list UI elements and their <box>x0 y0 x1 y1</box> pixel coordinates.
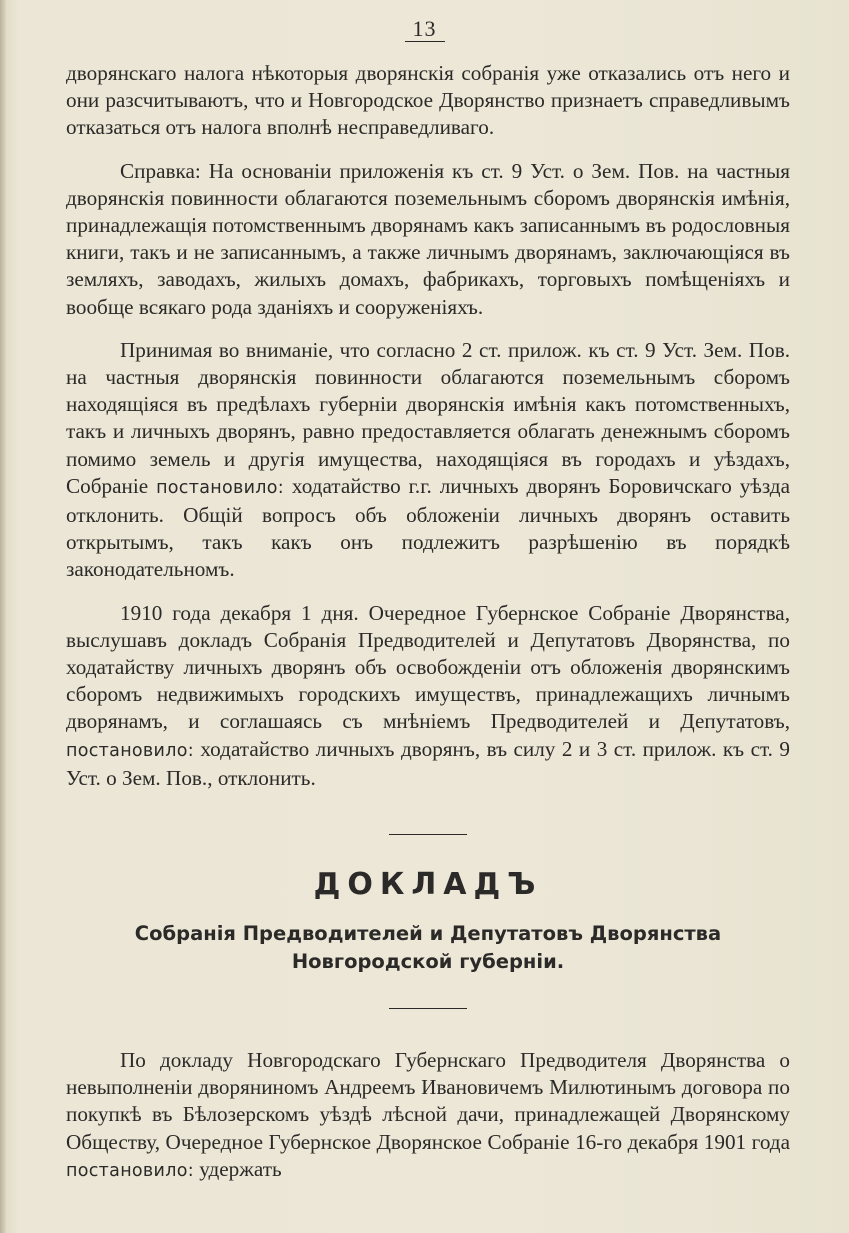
report-keyword: постановило: <box>66 1160 194 1181</box>
resolution-1910-text-before: 1910 года декабря 1 дня. Очередное Губернское Собраніе Дворянства, выслушавъ докладъ Собранія Предводителей и Депутатовъ Дворянства, по ходатайству личныхъ дворянъ объ освобожденіи отъ обложенія дворянскимъ сборомъ недвижимыхъ городскихъ имуществъ, принадлежащихъ личнымъ дворянамъ, и соглашаясь съ мнѣніемъ Предводителей и Депутатовъ, <box>66 600 790 734</box>
paragraph-resolution-1910 <box>66 600 790 792</box>
page-number-block <box>0 16 849 42</box>
page-number: 13 <box>405 17 445 42</box>
paragraph-reference-note: Справка: На основаніи приложенія къ ст. 9 Уст. о Зем. Пов. на частныя дворянскія повинности облагаются поземельнымъ сборомъ дворянскія имѣнія, принадлежащія потомственнымъ дворянамъ какъ записаннымъ въ родословныя книги, такъ и не записаннымъ, а также личнымъ дворянамъ, заключающіяся въ земляхъ, заводахъ, жилыхъ домахъ, фабрикахъ, торговыхъ помѣщеніяхъ и вообще всякаго рода зданіяхъ и сооруженіяхъ. <box>66 158 790 319</box>
resolution-1-keyword: постановило: <box>156 477 284 498</box>
section-title: ДОКЛАДЪ <box>313 867 543 903</box>
report-text-before: По докладу Новгородскаго Губернскаго Предводителя Дворянства о невыполненіи дворяниномъ Андреемъ Ивановичемъ Милютинымъ договора по покупкѣ въ Бѣлозерскомъ уѣздѣ лѣсной дачи, принадлежащей Дворянскому Обществу, Очередное Губернское Дворянское Собраніе 16-го декабря 1901 года <box>66 1048 790 1154</box>
report-text-after: удержать <box>199 1156 282 1181</box>
section-subtitle: Собранія Предводителей и Депутатовъ Дворянства Новгородской губерніи. <box>134 922 722 974</box>
page-edge-shadow <box>0 0 6 1233</box>
paragraph-report-milyutin <box>66 1047 790 1185</box>
resolution-1910-keyword: постановило: <box>66 740 194 761</box>
page-body <box>66 60 790 1185</box>
paragraph-resolution-1 <box>66 337 790 584</box>
resolution-1-text-before: Принимая во вниманіе, что согласно 2 ст. прилож. къ ст. 9 Уст. Зем. Пов. на частныя дворянскія повинности облагаются поземельнымъ сборомъ находящіяся въ предѣлахъ губерніи дворянскія имѣнія какъ потомственныхъ, такъ и личныхъ дворянъ, равно предоставляется облагать денежнымъ сборомъ помимо земель и другія имущества, находящіяся въ городахъ и уѣздахъ, Собраніе <box>66 337 790 498</box>
paragraph-continuation: дворянскаго налога нѣкоторыя дворянскія собранія уже отказались отъ него и они разсчитываютъ, что и Новгородское Дворянство признаетъ справедливымъ отказаться отъ налога вполнѣ несправедливаго. <box>66 61 790 140</box>
resolution-1910-text-after: ходатайство личныхъ дворянъ, въ силу 2 и 3 ст. прилож. къ ст. 9 Уст. о Зем. Пов., отклонить. <box>66 736 791 790</box>
resolution-1-text-after: ходатайство г.г. личныхъ дворянъ Боровичскаго уѣзда отклонить. Общій вопросъ объ обложеніи личныхъ дворянъ оставить открытымъ, такъ какъ онъ подлежитъ разрѣшенію въ порядкѣ законодательномъ. <box>66 473 790 582</box>
